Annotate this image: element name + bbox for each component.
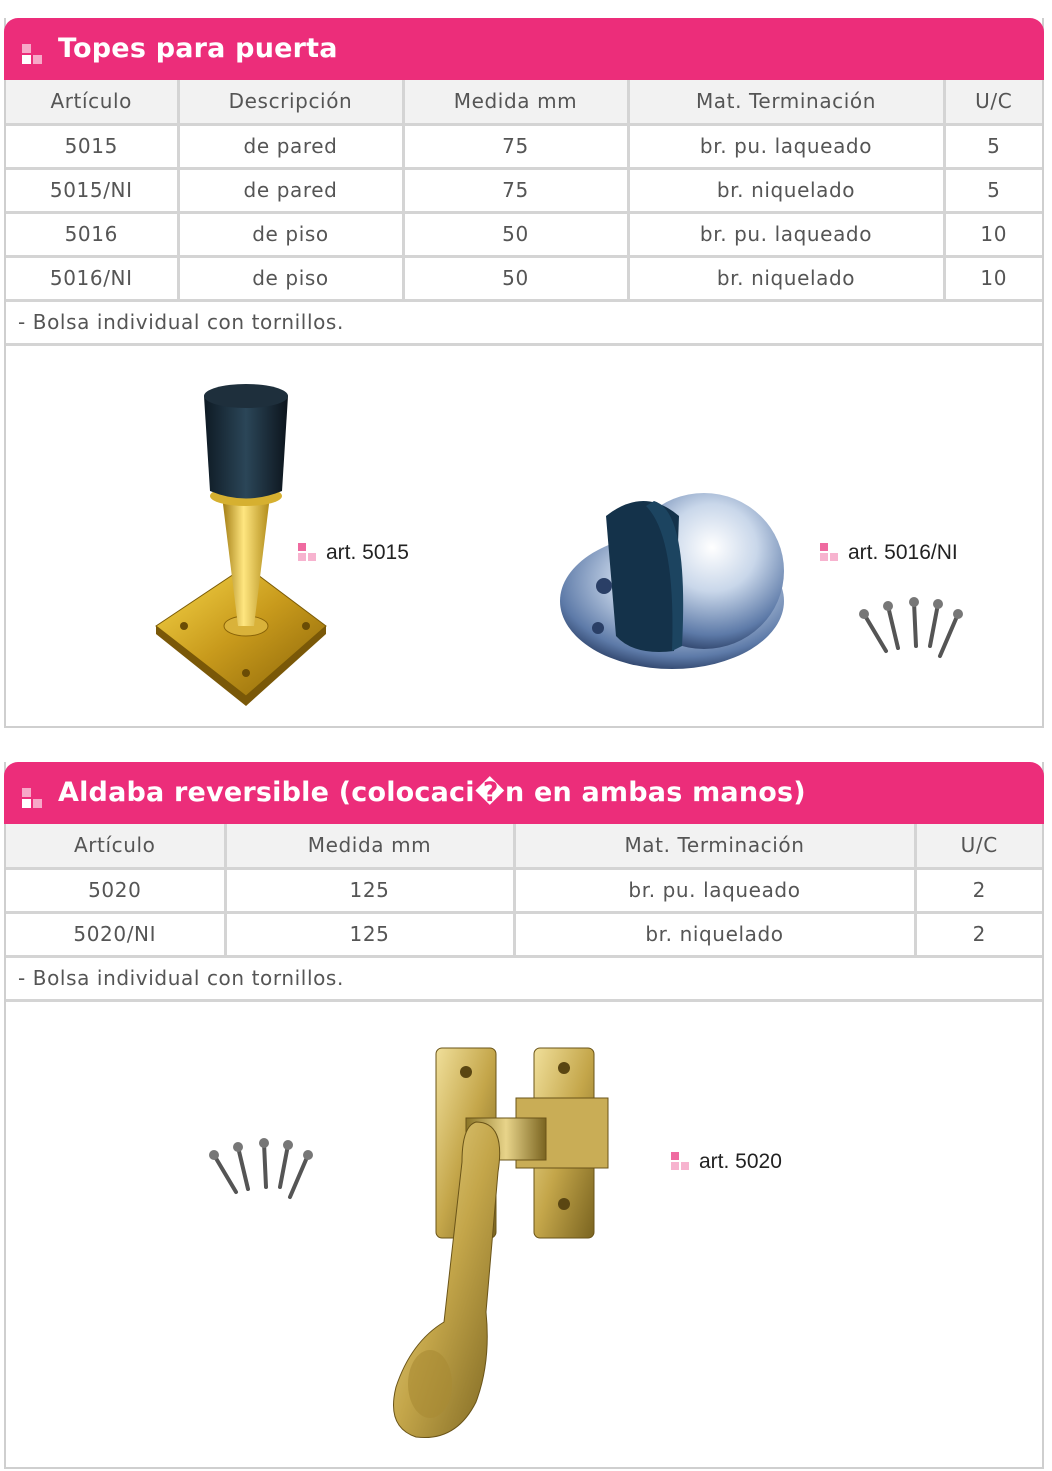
- column-header: Artículo: [6, 824, 225, 868]
- column-header: U/C: [944, 80, 1042, 124]
- pink-squares-icon: [671, 1152, 691, 1172]
- table-cell: br. niquelado: [628, 256, 944, 300]
- note-text: - Bolsa individual con tornillos.: [6, 956, 1042, 1000]
- column-header: Descripción: [178, 80, 403, 124]
- table-cell: 10: [944, 212, 1042, 256]
- table-row: [6, 868, 1042, 912]
- table-row: [6, 124, 1042, 168]
- product-images-area: [6, 346, 1042, 726]
- screws-image: [206, 1137, 316, 1207]
- pink-squares-icon: [22, 44, 44, 66]
- section-title: Topes para puerta: [58, 33, 338, 64]
- table-cell: 125: [225, 912, 514, 956]
- table-row: [6, 912, 1042, 956]
- column-header: U/C: [915, 824, 1042, 868]
- product-table: [6, 824, 1042, 1002]
- table-cell: 5: [944, 124, 1042, 168]
- table-cell: de piso: [178, 212, 403, 256]
- table-cell: 5015/NI: [6, 168, 178, 212]
- section-aldaba-reversible: [4, 762, 1044, 1469]
- column-header: Medida mm: [403, 80, 628, 124]
- pink-squares-icon: [820, 543, 840, 563]
- table-row: [6, 256, 1042, 300]
- table-cell: 50: [403, 212, 628, 256]
- table-cell: 5: [944, 168, 1042, 212]
- column-header: Medida mm: [225, 824, 514, 868]
- table-header-row: [6, 824, 1042, 868]
- table-cell: 2: [915, 868, 1042, 912]
- section-topes-para-puerta: [4, 18, 1044, 728]
- table-cell: 125: [225, 868, 514, 912]
- product-label: [671, 1150, 782, 1174]
- column-header: Artículo: [6, 80, 178, 124]
- column-header: Mat. Terminación: [628, 80, 944, 124]
- floor-door-stop-image: [554, 476, 794, 676]
- product-label-text: art. 5015: [326, 540, 409, 564]
- table-cell: de pared: [178, 124, 403, 168]
- product-table: [6, 80, 1042, 346]
- table-cell: 5016/NI: [6, 256, 178, 300]
- pink-squares-icon: [22, 788, 44, 810]
- table-cell: br. pu. laqueado: [514, 868, 915, 912]
- table-cell: 2: [915, 912, 1042, 956]
- table-cell: de piso: [178, 256, 403, 300]
- product-label: [298, 541, 409, 565]
- table-cell: 75: [403, 124, 628, 168]
- table-cell: 50: [403, 256, 628, 300]
- note-row: [6, 300, 1042, 344]
- table-cell: 5020: [6, 868, 225, 912]
- table-cell: 5016: [6, 212, 178, 256]
- table-cell: 5015: [6, 124, 178, 168]
- section-title: Aldaba reversible (colocaci�n en ambas manos): [58, 777, 806, 808]
- screws-image: [856, 596, 966, 666]
- table-cell: br. pu. laqueado: [628, 212, 944, 256]
- note-row: [6, 956, 1042, 1000]
- table-cell: br. pu. laqueado: [628, 124, 944, 168]
- reversible-latch-image: [366, 1042, 616, 1452]
- table-row: [6, 212, 1042, 256]
- product-label: [820, 541, 958, 565]
- pink-squares-icon: [298, 543, 318, 563]
- section-header: [4, 762, 1044, 824]
- table-cell: de pared: [178, 168, 403, 212]
- table-cell: 5020/NI: [6, 912, 225, 956]
- product-label-text: art. 5016/NI: [848, 540, 958, 564]
- table-row: [6, 168, 1042, 212]
- table-cell: br. niquelado: [514, 912, 915, 956]
- table-cell: br. niquelado: [628, 168, 944, 212]
- product-images-area: [6, 1002, 1042, 1467]
- table-cell: 75: [403, 168, 628, 212]
- table-header-row: [6, 80, 1042, 124]
- column-header: Mat. Terminación: [514, 824, 915, 868]
- note-text: - Bolsa individual con tornillos.: [6, 300, 1042, 344]
- product-label-text: art. 5020: [699, 1149, 782, 1173]
- section-header: [4, 18, 1044, 80]
- table-cell: 10: [944, 256, 1042, 300]
